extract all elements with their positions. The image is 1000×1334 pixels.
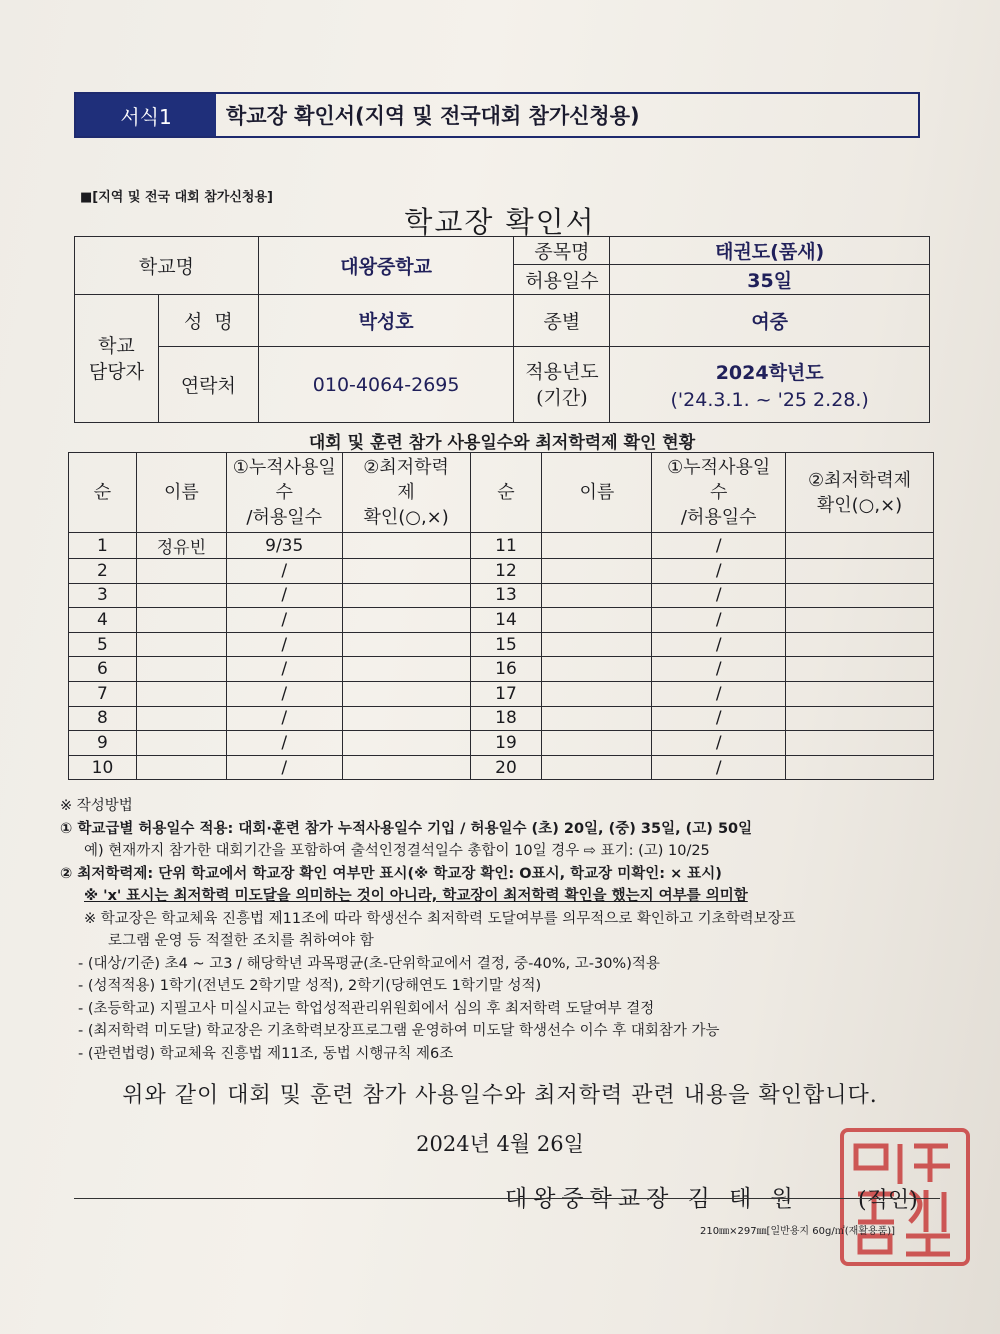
days-cell: / bbox=[226, 559, 342, 584]
check-cell bbox=[342, 681, 470, 706]
table-row bbox=[69, 657, 934, 682]
detail-grades: - (성적적용) 1학기(전년도 2학기말 성적), 2학기(당해연도 1학기말 성적) bbox=[78, 978, 542, 994]
seq-cell: 1 bbox=[69, 533, 137, 559]
gender-value: 여중 bbox=[610, 295, 930, 347]
check-cell bbox=[786, 608, 934, 633]
check-cell bbox=[342, 583, 470, 608]
days-cell: / bbox=[226, 731, 342, 756]
name-cell bbox=[542, 632, 652, 657]
name-cell bbox=[136, 657, 226, 682]
form-banner bbox=[74, 92, 920, 138]
seq-cell: 4 bbox=[69, 608, 137, 633]
seq-cell: 20 bbox=[470, 755, 542, 780]
seq-cell: 10 bbox=[69, 755, 137, 780]
name-cell bbox=[542, 559, 652, 584]
notes-heading: ※ 작성방법 bbox=[60, 798, 133, 814]
seq-cell: 16 bbox=[470, 657, 542, 682]
name-cell bbox=[542, 583, 652, 608]
table-row bbox=[69, 755, 934, 780]
name-cell bbox=[542, 706, 652, 731]
allowed-label: 허용일수 bbox=[514, 265, 610, 295]
header-name: 이름 bbox=[136, 453, 226, 533]
name-cell bbox=[136, 559, 226, 584]
form-banner-title: 학교장 확인서(지역 및 전국대회 참가신청용) bbox=[226, 104, 640, 128]
name-cell bbox=[136, 583, 226, 608]
name-label: 성 명 bbox=[158, 295, 258, 347]
check-cell bbox=[342, 632, 470, 657]
seq-cell: 12 bbox=[470, 559, 542, 584]
name-cell bbox=[542, 681, 652, 706]
seq-cell: 5 bbox=[69, 632, 137, 657]
note-2-duty-cont: 로그램 운영 등 적절한 조치를 취하여야 함 bbox=[108, 933, 374, 949]
form-number-badge: 서식1 bbox=[76, 94, 216, 136]
seq-cell: 19 bbox=[470, 731, 542, 756]
signature-rule bbox=[74, 1198, 940, 1199]
note-2-remark: ※ 'x' 표시는 최저학력 미도달을 의미하는 것이 아니라, 학교장이 최저학력 확인을 했는지 여부를 의미함 bbox=[84, 888, 748, 904]
confirmation-statement: 위와 같이 대회 및 훈련 참가 사용일수와 최저학력 관련 내용을 확인합니다. bbox=[122, 1083, 878, 1108]
seq-cell: 3 bbox=[69, 583, 137, 608]
note-1: ① 학교급별 허용일수 적용: 대회·훈련 참가 누적사용일수 기입 / 허용일수 (초) 20일, (중) 35일, (고) 50일 bbox=[60, 820, 753, 837]
header-check: ②최저학력제 확인(○,×) bbox=[786, 453, 934, 533]
check-cell bbox=[786, 533, 934, 559]
seq-cell: 15 bbox=[470, 632, 542, 657]
issue-date: 2024년 4월 26일 bbox=[416, 1132, 584, 1156]
check-cell bbox=[786, 583, 934, 608]
contact-value: 010-4064-2695 bbox=[258, 347, 514, 423]
days-cell: / bbox=[226, 657, 342, 682]
check-cell bbox=[342, 657, 470, 682]
event-value: 태권도(품새) bbox=[610, 237, 930, 265]
name-cell bbox=[542, 657, 652, 682]
days-cell: / bbox=[226, 681, 342, 706]
usage-tag: ■[지역 및 전국 대회 참가신청용] bbox=[80, 190, 273, 205]
days-cell: / bbox=[652, 681, 786, 706]
name-cell bbox=[136, 706, 226, 731]
name-cell: 정유빈 bbox=[136, 533, 226, 559]
note-2: ② 최저학력제: 단위 학교에서 학교장 확인 여부만 표시(※ 학교장 확인: O표시, 학교장 미확인: × 표시) bbox=[60, 865, 722, 882]
table-row bbox=[69, 632, 934, 657]
school-label: 학교명 bbox=[75, 237, 259, 295]
name-cell bbox=[542, 608, 652, 633]
days-cell: / bbox=[226, 755, 342, 780]
check-cell bbox=[342, 559, 470, 584]
days-cell: / bbox=[652, 583, 786, 608]
check-cell bbox=[342, 608, 470, 633]
check-cell bbox=[786, 559, 934, 584]
seq-cell: 9 bbox=[69, 731, 137, 756]
header-days: ①누적사용일 수 /허용일수 bbox=[652, 453, 786, 533]
days-cell: / bbox=[652, 706, 786, 731]
check-cell bbox=[786, 657, 934, 682]
name-cell bbox=[136, 681, 226, 706]
days-cell: 9/35 bbox=[226, 533, 342, 559]
contact-label: 연락처 bbox=[158, 347, 258, 423]
check-cell bbox=[342, 755, 470, 780]
header-seq: 순 bbox=[470, 453, 542, 533]
name-cell bbox=[136, 632, 226, 657]
table-row bbox=[69, 706, 934, 731]
seq-cell: 7 bbox=[69, 681, 137, 706]
detail-law: - (관련법령) 학교체육 진흥법 제11조, 동법 시행규칙 제6조 bbox=[78, 1045, 454, 1062]
instructions bbox=[60, 795, 940, 1065]
year-value: 2024학년도 bbox=[715, 362, 824, 384]
detail-target: - (대상/기준) 초4 ~ 고3 / 해당학년 과목평균(초-단위학교에서 결정, 중-40%, 고-30%)적용 bbox=[78, 955, 660, 972]
info-table bbox=[74, 236, 930, 423]
name-cell bbox=[136, 608, 226, 633]
name-cell bbox=[542, 755, 652, 780]
header-seq: 순 bbox=[69, 453, 137, 533]
days-cell: / bbox=[652, 755, 786, 780]
seq-cell: 8 bbox=[69, 706, 137, 731]
table-row bbox=[69, 533, 934, 559]
name-cell bbox=[136, 755, 226, 780]
principal-signature: 대왕중학교장 김 태 원 bbox=[505, 1186, 799, 1212]
period-value: ('24.3.1. ~ '25 2.28.) bbox=[670, 389, 869, 411]
seq-cell: 14 bbox=[470, 608, 542, 633]
days-cell: / bbox=[226, 608, 342, 633]
seq-cell: 18 bbox=[470, 706, 542, 731]
seq-cell: 13 bbox=[470, 583, 542, 608]
event-label: 종목명 bbox=[514, 237, 610, 265]
check-cell bbox=[786, 632, 934, 657]
year-cell bbox=[610, 347, 930, 423]
school-value: 대왕중학교 bbox=[258, 237, 514, 295]
name-value: 박성호 bbox=[258, 295, 514, 347]
paper-spec: 210㎜×297㎜[일반용지 60g/㎡(재활용품)] bbox=[700, 1226, 896, 1237]
seq-cell: 2 bbox=[69, 559, 137, 584]
table-row bbox=[69, 559, 934, 584]
days-cell: / bbox=[226, 583, 342, 608]
header-days: ①누적사용일 수 /허용일수 bbox=[226, 453, 342, 533]
note-2-duty: ※ 학교장은 학교체육 진흥법 제11조에 따라 학생선수 최저학력 도달여부를 의무적으로 확인하고 기초학력보장프 bbox=[84, 910, 796, 927]
check-cell bbox=[786, 755, 934, 780]
header-check: ②최저학력 제 확인(○,×) bbox=[342, 453, 470, 533]
name-cell bbox=[542, 731, 652, 756]
name-cell bbox=[542, 533, 652, 559]
document-title: 학교장 확인서 bbox=[404, 205, 596, 239]
days-cell: / bbox=[652, 559, 786, 584]
manager-label: 학교 담당자 bbox=[75, 295, 159, 423]
check-cell bbox=[786, 681, 934, 706]
check-cell bbox=[786, 706, 934, 731]
check-cell bbox=[342, 533, 470, 559]
seal-label: (직인) bbox=[858, 1188, 918, 1213]
year-label: 적용년도 (기간) bbox=[514, 347, 610, 423]
detail-unmet: - (최저학력 미도달) 학교장은 기초학력보장프로그램 운영하여 미도달 학생선수 이수 후 대회참가 가능 bbox=[78, 1023, 720, 1039]
usage-table bbox=[68, 452, 934, 780]
days-cell: / bbox=[652, 632, 786, 657]
days-cell: / bbox=[652, 731, 786, 756]
days-cell: / bbox=[652, 608, 786, 633]
table-row bbox=[69, 681, 934, 706]
seq-cell: 17 bbox=[470, 681, 542, 706]
name-cell bbox=[136, 731, 226, 756]
days-cell: / bbox=[226, 706, 342, 731]
seq-cell: 11 bbox=[470, 533, 542, 559]
table-row bbox=[69, 731, 934, 756]
section-title: 대회 및 훈련 참가 사용일수와 최저학력제 확인 현황 bbox=[308, 433, 696, 453]
detail-elementary: - (초등학교) 지필고사 미실시교는 학업성적관리위원회에서 심의 후 최저학력 도달여부 결정 bbox=[78, 1000, 655, 1017]
allowed-value: 35일 bbox=[610, 265, 930, 295]
days-cell: / bbox=[652, 533, 786, 559]
table-row bbox=[69, 608, 934, 633]
days-cell: / bbox=[226, 632, 342, 657]
check-cell bbox=[342, 731, 470, 756]
note-1-example: 예) 현재까지 참가한 대회기간을 포함하여 출석인정결석일수 총합이 10일 경우 ⇨ 표기: (고) 10/25 bbox=[84, 843, 710, 859]
check-cell bbox=[786, 731, 934, 756]
header-name: 이름 bbox=[542, 453, 652, 533]
table-row bbox=[69, 583, 934, 608]
days-cell: / bbox=[652, 657, 786, 682]
gender-label: 종별 bbox=[514, 295, 610, 347]
check-cell bbox=[342, 706, 470, 731]
seq-cell: 6 bbox=[69, 657, 137, 682]
